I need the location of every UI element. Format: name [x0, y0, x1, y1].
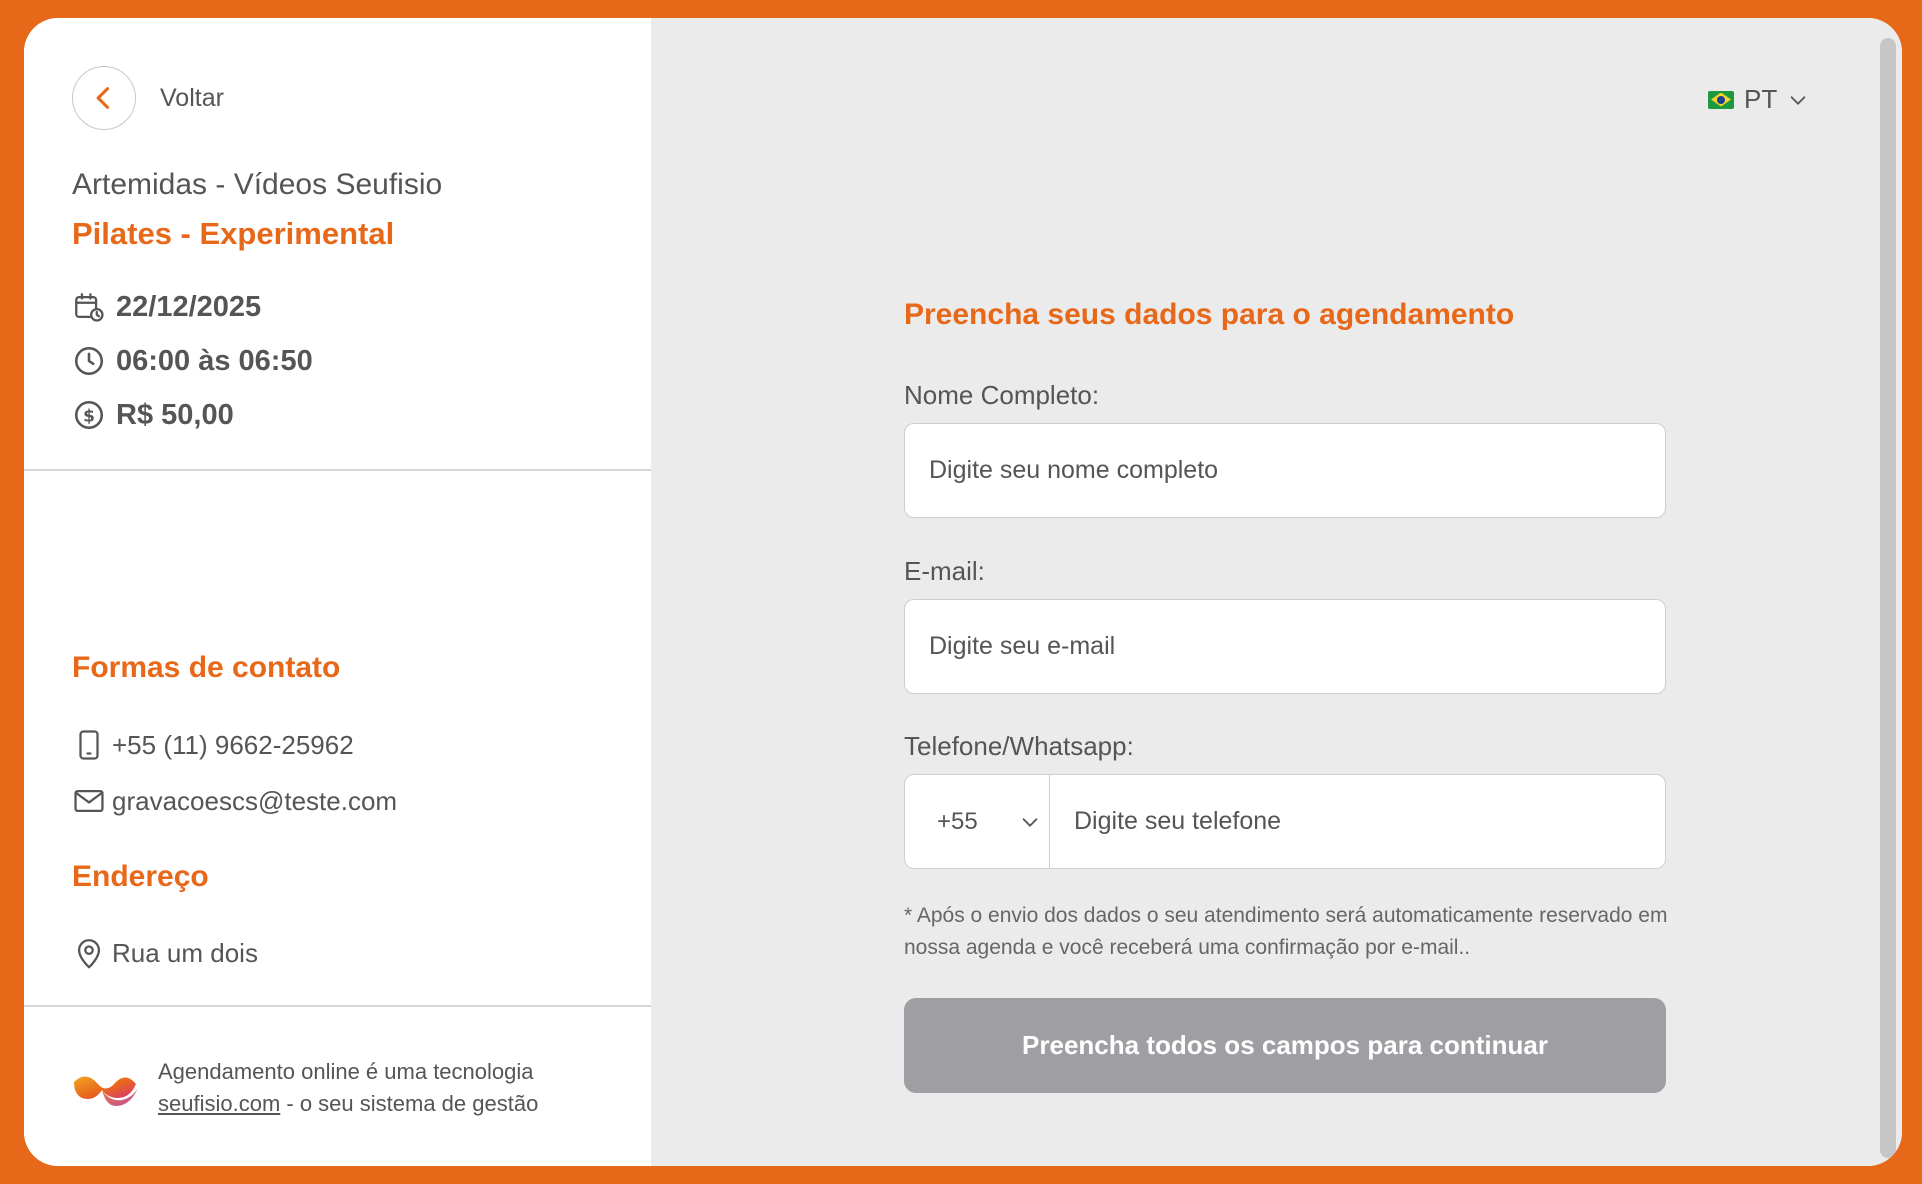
phone-icon — [72, 728, 106, 762]
form-panel — [651, 18, 1902, 1166]
contact-phone-row — [72, 728, 354, 762]
language-label[interactable]: PT — [1744, 84, 1778, 114]
address-row — [72, 936, 258, 970]
back-label[interactable]: Voltar — [160, 83, 224, 112]
footer-line-2: - o seu sistema de gestão — [280, 1091, 539, 1116]
email-label: E-mail: — [904, 556, 985, 586]
language-selector[interactable] — [1708, 84, 1809, 115]
back-arrow-icon[interactable] — [72, 66, 136, 130]
clinic-name: Artemidas - Vídeos Seufisio — [72, 168, 443, 201]
scrollbar[interactable] — [1880, 38, 1896, 1158]
phone-field — [904, 774, 1666, 869]
full-name-input[interactable] — [904, 423, 1666, 518]
mail-icon — [72, 784, 106, 818]
submit-button[interactable]: Preencha todos os campos para continuar — [904, 998, 1666, 1093]
email-input[interactable] — [904, 599, 1666, 694]
service-name: Pilates - Experimental — [72, 216, 395, 251]
phone-input[interactable] — [1050, 775, 1665, 868]
contact-email-row — [72, 784, 397, 818]
address-title: Endereço — [72, 860, 209, 893]
back-button[interactable] — [72, 66, 224, 130]
booking-summary-panel — [24, 18, 651, 1166]
booking-card — [24, 18, 1902, 1166]
chevron-down-icon[interactable] — [1787, 89, 1809, 111]
footer-text — [158, 1056, 538, 1120]
contact-phone[interactable]: +55 (11) 9662-25962 — [112, 729, 354, 760]
footer — [72, 1056, 538, 1120]
chevron-down-icon[interactable] — [1019, 811, 1041, 833]
clock-icon — [72, 344, 106, 378]
booking-price: R$ 50,00 — [116, 398, 234, 431]
dollar-circle-icon — [72, 398, 106, 432]
seufisio-link[interactable]: seufisio.com — [158, 1091, 281, 1116]
divider — [24, 469, 651, 471]
name-label: Nome Completo: — [904, 380, 1100, 410]
contact-title: Formas de contato — [72, 651, 341, 684]
date-row — [72, 290, 261, 324]
country-code-select[interactable] — [905, 775, 1050, 868]
form-title: Preencha seus dados para o agendamento — [904, 298, 1515, 331]
address-value: Rua um dois — [112, 937, 258, 968]
svg-text:$: $ — [83, 406, 95, 427]
booking-date: 22/12/2025 — [116, 290, 262, 323]
seufisio-logo-icon — [72, 1068, 140, 1108]
location-pin-icon — [72, 936, 106, 970]
footer-line-1: Agendamento online é uma tecnologia — [158, 1059, 534, 1084]
confirmation-note: * Após o envio dos dados o seu atendimento será automaticamente reservado em nossa agenda e você receberá uma confirmação por e-mail.. — [904, 904, 1668, 959]
phone-label: Telefone/Whatsapp: — [904, 731, 1134, 761]
country-code-value[interactable]: +55 — [937, 807, 978, 835]
booking-time: 06:00 às 06:50 — [116, 344, 313, 377]
price-row — [72, 398, 234, 432]
calendar-clock-icon — [72, 290, 106, 324]
contact-email[interactable]: gravacoescs@teste.com — [112, 785, 398, 816]
divider — [24, 1005, 651, 1007]
brazil-flag-icon — [1708, 91, 1734, 109]
time-row — [72, 344, 313, 378]
